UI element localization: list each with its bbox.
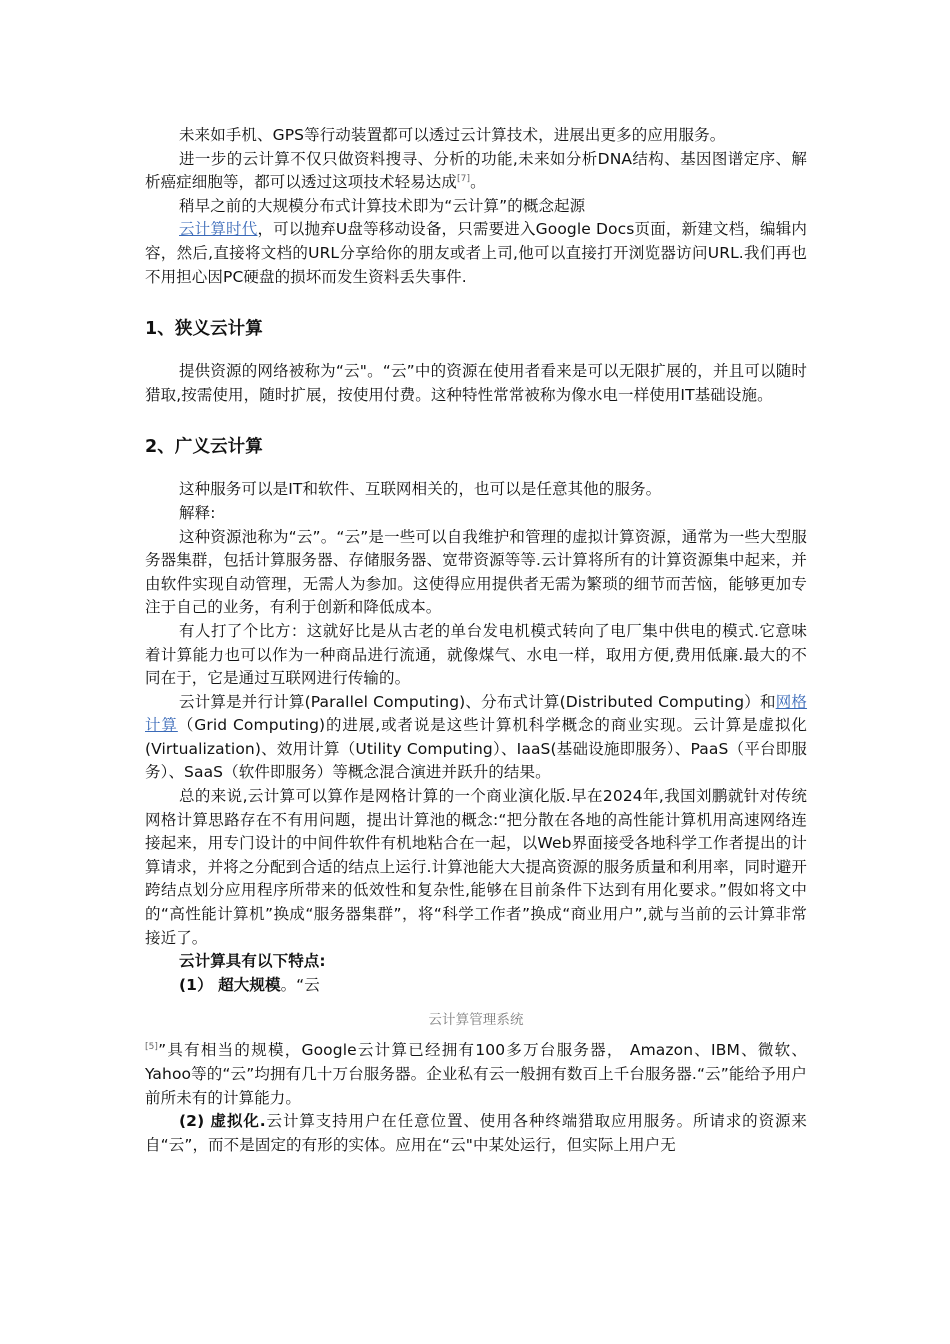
intro-paragraph-4-text: ，可以抛弃U盘等移动设备，只需要进入Google Docs页面，新建文档，编辑内容，然后,直接将文档的URL分享给你的朋友或者上司,他可以直接打开浏览器访问URL.我们再也不用担心因PC硬盘的损坏而发生资料丢失事件. (145, 220, 807, 286)
citation-ref-7[interactable]: [7] (457, 174, 471, 185)
section2-paragraph-1: 这种服务可以是IT和软件、互联网相关的，也可以是任意其他的服务。 (179, 480, 662, 499)
feature-2-text: 云计算支持用户在任意位置、使用各种终端猎取应用服务。所请求的资源来自“云”，而不是固定的有形的实体。应用在“云"中某处运行，但实际上用户无 (145, 1112, 807, 1154)
section2-paragraph-3: 这种资源池称为“云”。“云”是一些可以自我维护和管理的虚拟计算资源，通常为一些大型服务器集群，包括计算服务器、存储服务器、宽带资源等等.云计算将所有的计算资源集中起来，并由软件实现自动管理，无需人为参加。这使得应用提供者无需为繁琐的细节而苦恼，能够更加专注于自己的业务，有利于创新和降低成本。 (145, 527, 807, 617)
cloud-era-link[interactable]: 云计算时代 (179, 220, 258, 239)
section1-paragraph-1: 提供资源的网络被称为“云"。“云”中的资源在使用者看来是可以无限扩展的，并且可以随时猎取,按需使用，随时扩展，按使用付费。这种特性常常被称为像水电一样使用IT基础设施。 (145, 362, 807, 404)
document-body (145, 124, 807, 1157)
citation-ref-5[interactable]: [5] (145, 1042, 159, 1053)
feature-1-text: ”具有相当的规模，Google云计算已经拥有100多万台服务器， Amazon、IBM、微软、Yahoo等的“云”均拥有几十万台服务器。企业私有云一般拥有数百上千台服务器.“云”能给予用户前所未有的计算能力。 (145, 1041, 807, 1107)
intro-paragraph-2 (145, 148, 807, 195)
section-heading-broad-cloud: 2、广义云计算 (145, 437, 263, 458)
intro-paragraph-1: 未来如手机、GPS等行动装置都可以透过云计算技术，进展出更多的应用服务。 (179, 126, 726, 144)
intro-paragraph-4 (145, 218, 807, 289)
feature-1-continued (145, 1039, 807, 1110)
section2-paragraph-5 (145, 691, 807, 785)
section2-paragraph-2: 解释: (179, 503, 216, 522)
section2-paragraph-6: 总的来说,云计算可以算作是网格计算的一个商业演化版.早在2024年,我国刘鹏就针对传统网格计算思路存在不有用问题，提出计算池的概念:“把分散在各地的高性能计算机用高速网络连接起来，用专门设计的中间件软件有机地粘合在一起，以Web界面接受各地科学工作者提出的计算请求，并将之分配到合适的结点上运行.计算池能大大提高资源的服务质量和利用率，同时避开跨结点划分应用程序所带来的低效性和复杂性,能够在目前条件下达到有用化要求。”假如将文中的“高性能计算机”换成“服务器集群”，将“科学工作者”换成“商业用户”,就与当前的云计算非常接近了。 (145, 787, 807, 947)
section-heading-narrow-cloud: 1、狭义云计算 (145, 319, 263, 340)
feature-1-after: 。“云 (280, 975, 320, 994)
section2-paragraph-5-b: （Grid Computing)的进展,或者说是这些计算机科学概念的商业实现。云计算是虚拟化(Virtualization)、效用计算（Utility Computing）、IaaS(基础设施即服务）、PaaS（平台即服务）、SaaS（软件即服务）等概念混合演进并跃升的结果。 (145, 716, 807, 782)
feature-1-label: (1） 超大规模 (179, 975, 281, 994)
section2-paragraph-4: 有人打了个比方：这就好比是从古老的单台发电机模式转向了电厂集中供电的模式.它意味着计算能力也可以作为一种商品进行流通，就像煤气、水电一样，取用方便,费用低廉.最大的不同在于，它是通过互联网进行传输的。 (145, 621, 807, 688)
intro-paragraph-3: 稍早之前的大规模分布式计算技术即为“云计算”的概念起源 (179, 196, 586, 215)
feature-2-label: (2) 虚拟化. (179, 1112, 266, 1131)
section2-paragraph-5-a: 云计算是并行计算(Parallel Computing)、分布式计算(Distributed Computing）和 (179, 692, 776, 711)
intro-paragraph-2-text: 进一步的云计算不仅只做资料搜寻、分析的功能,未来如分析DNA结构、基因图谱定序、解析癌症细胞等，都可以透过这项技术轻易达成 (145, 149, 807, 192)
features-title (145, 950, 807, 974)
feature-1-intro (145, 974, 807, 998)
grid-computing-link[interactable]: 网格计算 (145, 692, 808, 735)
intro-paragraph-2-end: 。 (470, 173, 486, 192)
features-title-text: 云计算具有以下特点: (179, 952, 326, 971)
image-caption: 云计算管理系统 (428, 1012, 524, 1029)
feature-2 (145, 1110, 807, 1157)
